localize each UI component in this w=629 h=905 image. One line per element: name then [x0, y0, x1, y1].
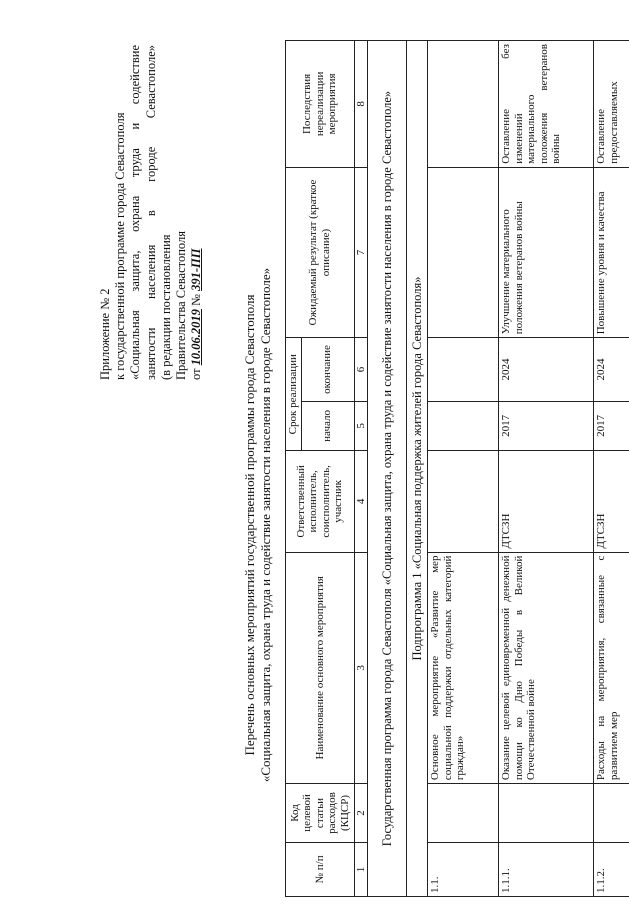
header-kcsr: Код целевой статьи расходов (КЦСР) [286, 784, 355, 843]
row-num: 1.1.2. [594, 842, 629, 896]
header-end: окончание [301, 338, 354, 401]
row-executor: ДТСЗН [594, 451, 629, 552]
row-end [428, 338, 499, 401]
col-number: 7 [354, 167, 368, 338]
row-start: 2017 [499, 401, 594, 451]
row-name: Основное мероприятие «Развитие мер социальной поддержки отдельных категорий граждан» [428, 552, 499, 784]
appendix-line-1: к государственной программе города Севастополя [113, 112, 128, 380]
document-heading [242, 245, 274, 805]
row-consequences [428, 41, 499, 168]
col-number: 3 [354, 552, 368, 784]
row-num: 1.1.1. [499, 842, 594, 896]
row-kcsr [499, 784, 594, 843]
row-executor [428, 451, 499, 552]
row-end: 2024 [499, 338, 594, 401]
row-name: Оказание целевой единовременной денежной помощи ко Дню Победы в Великой Отечественной войне [499, 552, 594, 784]
row-consequences: Оставление без изменений материального положения ветеранов войны [499, 41, 594, 168]
number-prefix: № [189, 294, 204, 306]
appendix-line-3: занятости населения в городе Севастополе» [143, 45, 158, 380]
appendix-line-4: (в редакции постановления [158, 234, 173, 380]
program-title: Государственная программа города Севастополя «Социальная защита, охрана труда и содействие занятости населения в городе Севастополе» [368, 41, 407, 897]
appendix-line-2: «Социальная защита, охрана труда и содействие [128, 45, 143, 380]
header-name: Наименование основного мероприятия [286, 552, 355, 784]
heading-line-2: «Социальная защита, охрана труда и содействие занятости населения в городе Севастополе» [258, 267, 273, 783]
appendix-block [98, 45, 204, 380]
heading-line-1: Перечень основных мероприятий государственной программы города Севастополя [242, 294, 257, 756]
col-number: 5 [354, 401, 368, 451]
col-number: 1 [354, 842, 368, 896]
row-executor: ДТСЗН [499, 451, 594, 552]
row-name: Расходы на мероприятия, связанные с развитием мер [594, 552, 629, 784]
appendix-line-5: Правительства Севастополя [174, 231, 189, 380]
date-prefix: от [189, 368, 204, 380]
row-result [428, 167, 499, 338]
header-executor: Ответственный исполнитель, соисполнитель, участник [286, 451, 355, 552]
column-numbers-row [354, 41, 368, 897]
subprogram-row [407, 41, 428, 897]
col-number: 8 [354, 41, 368, 168]
row-consequences: Оставление предоставляемых [594, 41, 629, 168]
measures-table [285, 40, 629, 897]
table-row [594, 41, 629, 897]
row-start [428, 401, 499, 451]
table-row [428, 41, 499, 897]
row-result: Улучшение материального положения ветеранов войны [499, 167, 594, 338]
row-end: 2024 [594, 338, 629, 401]
row-num: 1.1. [428, 842, 499, 896]
row-start: 2017 [594, 401, 629, 451]
header-start: начало [301, 401, 354, 451]
row-kcsr [428, 784, 499, 843]
handwritten-date: 10.06.2019 [189, 309, 204, 366]
header-consequences: Последствия нереализации мероприятия [286, 41, 355, 168]
handwritten-number: 391-ПП [189, 248, 204, 291]
row-kcsr [594, 784, 629, 843]
appendix-title: Приложение № 2 [98, 288, 112, 380]
subprogram-title: Подпрограмма 1 «Социальная поддержка жителей города Севастополя» [407, 41, 428, 897]
header-num: № п/п [286, 842, 355, 896]
table-row [499, 41, 594, 897]
program-row [368, 41, 407, 897]
col-number: 6 [354, 338, 368, 401]
row-result: Повышение уровня и качества [594, 167, 629, 338]
header-result: Ожидаемый результат (краткое описание) [286, 167, 355, 338]
header-row-1 [286, 41, 302, 897]
col-number: 4 [354, 451, 368, 552]
header-period: Срок реализации [286, 338, 302, 451]
appendix-date-line [189, 45, 204, 380]
col-number: 2 [354, 784, 368, 843]
